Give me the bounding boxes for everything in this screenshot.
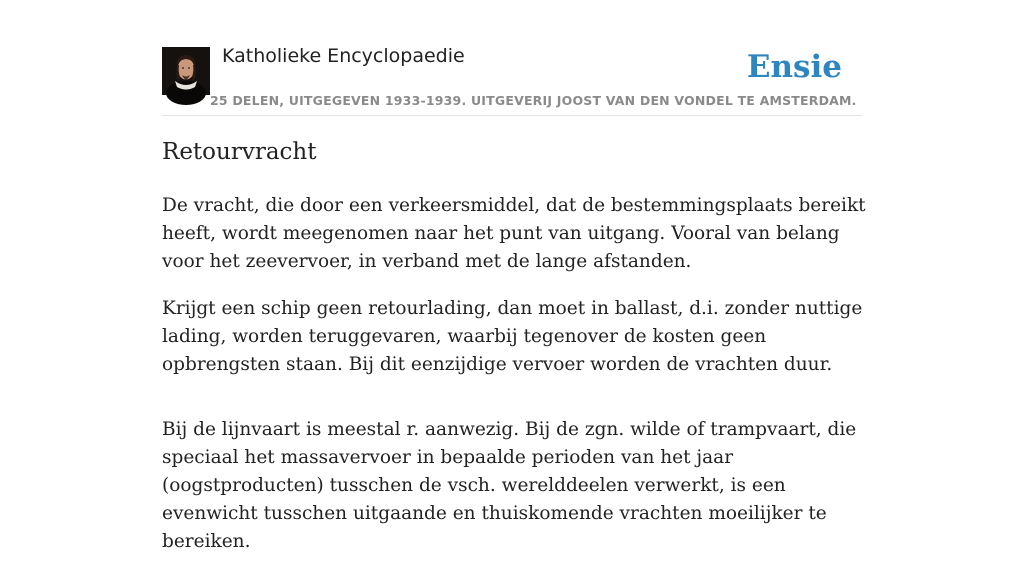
source-meta: 25 DELEN, UITGEGEVEN 1933-1939. UITGEVERIJ JOOST VAN DEN VONDEL TE AMSTERDAM. [210,93,857,108]
article-paragraph: Krijgt een schip geen retourlading, dan moet in ballast, d.i. zonder nuttige lading, worden teruggevaren, waarbij tegenover de kosten geen opbrengsten staan. Bij dit eenzijdige vervoer worden de vrachten duur. [162,298,863,375]
article-title: Retourvracht [162,139,317,165]
header-divider [162,115,862,116]
portrait-icon[interactable] [162,47,210,95]
source-title[interactable]: Katholieke Encyclopaedie [222,45,465,67]
brand-logo[interactable]: Ensie [746,49,842,85]
article-body [162,192,874,575]
article-paragraph: De vracht, die door een verkeersmiddel, dat de bestemmingsplaats bereikt heeft, wordt meegenomen naar het punt van uitgang. Vooral van belang voor het zeevervoer, in verband met de lange afstanden. [162,195,866,272]
article-paragraph: Bij de lijnvaart is meestal r. aanwezig. Bij de zgn. wilde of trampvaart, die speciaal het massavervoer in bepaalde perioden van het jaar (oogstproducten) tusschen de vsch. werelddeelen verwerkt, is een evenwicht tusschen uitgaande en thuiskomende vrachten moeilijker te bereiken. [162,419,857,552]
